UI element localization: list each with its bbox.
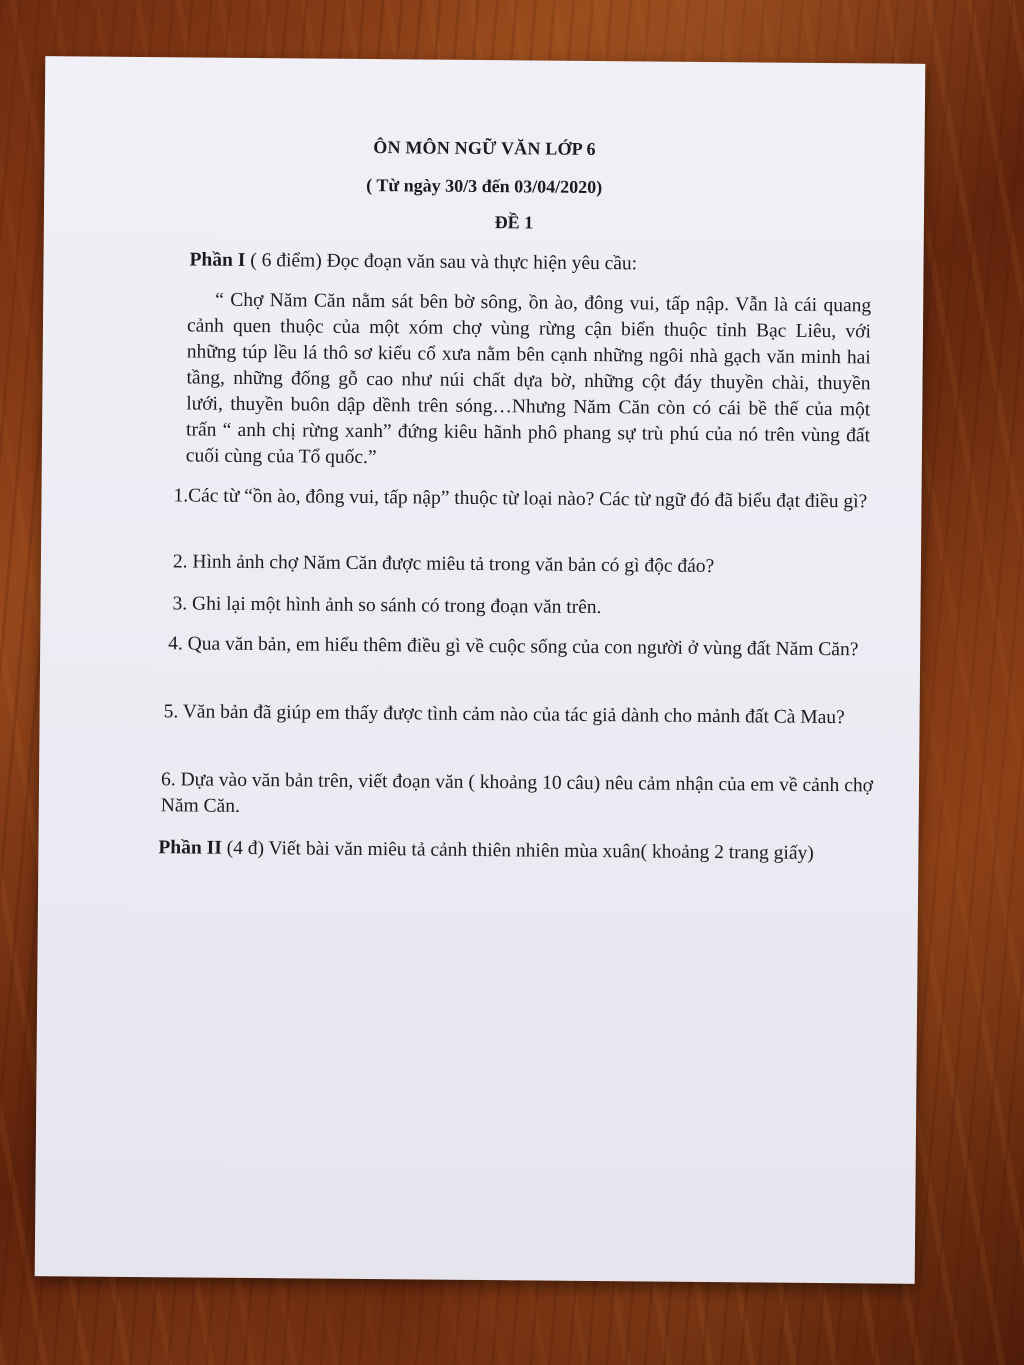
part1-instruction: ( 6 điểm) Đọc đoạn văn sau và thực hiện yêu cầu: [250, 249, 638, 275]
passage-line: những túp lều lá thô sơ kiểu cổ xưa nằm bên cạnh những ngôi nhà gạch văn minh hai [186, 341, 871, 369]
question-1: 1.Các từ “ồn ào, đông vui, tấp nập” thuộc từ loại nào? Các từ ngữ đó đã biểu đạt điều gì? [173, 485, 868, 513]
question-3: 3. Ghi lại một hình ảnh so sánh có trong đoạn văn trên. [172, 593, 602, 619]
question-5: 5. Văn bản đã giúp em thấy được tình cảm nào của tác giả dành cho mảnh đất Cà Mau? [163, 701, 845, 729]
date-range: ( Từ ngày 30/3 đến 03/04/2020) [366, 174, 603, 198]
part2-heading [158, 835, 814, 867]
exam-label: ĐỀ 1 [494, 212, 534, 233]
part1-label: Phần I [189, 249, 246, 271]
passage-line: cảnh quen thuộc của một xóm chợ vùng rừng cận biển thuộc tỉnh Bạc Liêu, với [186, 315, 872, 343]
passage [186, 287, 872, 475]
question-2: 2. Hình ảnh chợ Năm Căn được miêu tả trong văn bản có gì độc đáo? [172, 551, 715, 578]
worksheet-paper [35, 56, 926, 1284]
part2-label: Phần II [158, 837, 222, 859]
passage-line: lưới, thuyền buôn dập dềnh trên sóng…Nhưng Năm Căn còn có cái bề thế của một [186, 393, 871, 421]
part2-instruction: (4 đ) Viết bài văn miêu tả cảnh thiên nhiên mùa xuân( khoảng 2 trang giấy) [226, 837, 814, 864]
question-6: 6. Dựa vào văn bản trên, viết đoạn văn ( khoảng 10 câu) nêu cảm nhận của em về cảnh chợ Năm Căn. [160, 769, 874, 817]
part1-heading [189, 247, 637, 277]
passage-line: trấn “ anh chị rừng xanh” đứng kiêu hãnh phô phang sự trù phú của nó trên vùng đất [185, 419, 871, 447]
question-4: 4. Qua văn bản, em hiểu thêm điều gì về cuộc sống của con người ở vùng đất Năm Căn? [168, 633, 859, 661]
worksheet-title: ÔN MÔN NGỮ VĂN LỚP 6 [373, 137, 596, 159]
passage-line: cuối cùng của Tổ quốc.” [185, 445, 377, 469]
passage-line: “ Chợ Năm Căn nằm sát bên bờ sông, ồn ào, đông vui, tấp nập. Vẫn là cái quang [215, 289, 872, 317]
passage-line: tầng, những đống gỗ cao như núi chất dựa bờ, những cột đáy thuyền chài, thuyền [186, 367, 871, 395]
